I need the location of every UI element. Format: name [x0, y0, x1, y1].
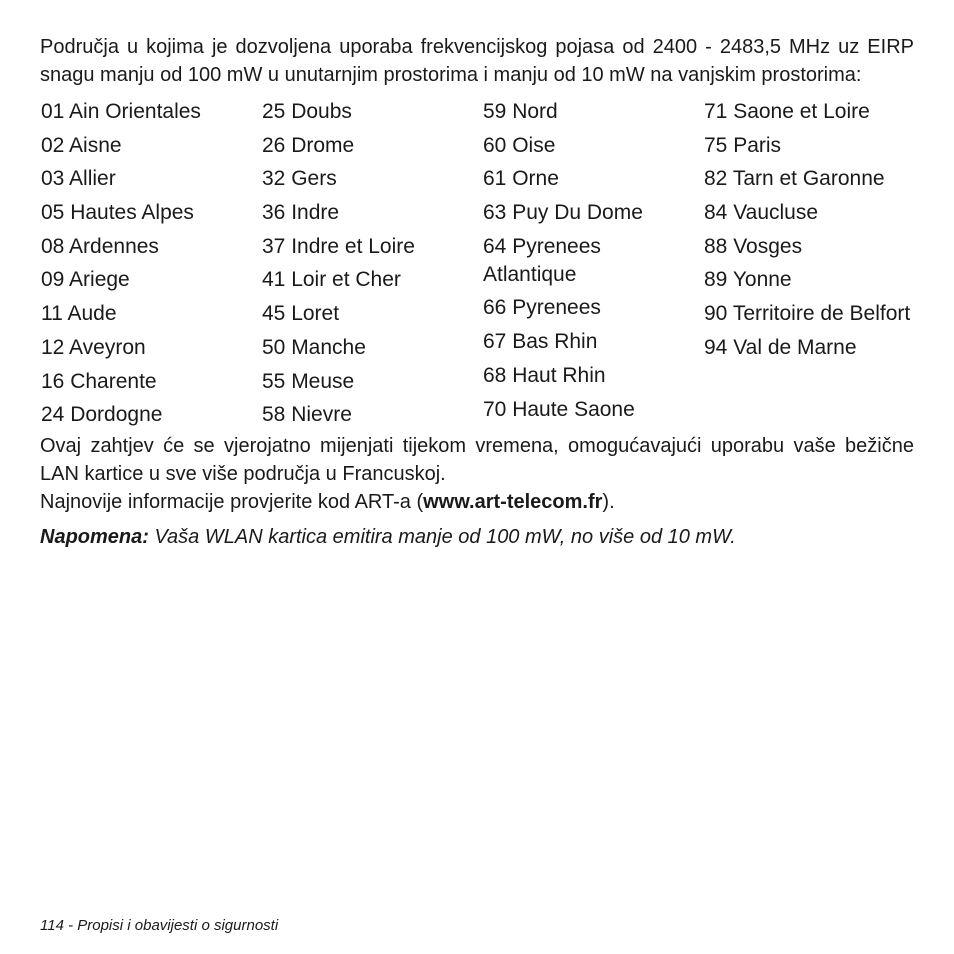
department-entry: 90 Territoire de Belfort — [704, 302, 911, 326]
department-entry: 61 Orne — [483, 167, 559, 191]
department-entry: 32 Gers — [262, 167, 337, 191]
department-entry: 75 Paris — [704, 133, 782, 157]
department-entry: 05 Hautes Alpes — [41, 201, 194, 225]
page-footer: 114 - Propisi i obavijesti o sigurnosti — [40, 917, 279, 934]
department-entry: 11 Aude — [41, 302, 117, 326]
department-entry: 02 Aisne — [41, 133, 122, 157]
department-entry: 50 Manche — [262, 335, 366, 359]
department-entry: 60 Oise — [483, 133, 556, 157]
department-entry: 41 Loir et Cher — [262, 268, 401, 292]
departments-column-3 — [483, 98, 697, 429]
note-label: Napomena: — [40, 526, 149, 548]
note-text: Vaša WLAN kartica emitira manje od 100 mW, no više od 10 mW. — [148, 526, 736, 548]
department-entry: 12 Aveyron — [41, 335, 146, 359]
note-paragraph — [40, 523, 914, 551]
departments-column-2 — [262, 98, 476, 435]
intro-paragraph: Područja u kojima je dozvoljena uporaba frekvencijskog pojasa od 2400 - 2483,5 MHz uz EIRP snagu manju od 100 mW u unutarnjim prostorima i manju od 10 mW na vanjskim prostorima: — [40, 36, 914, 86]
department-entry: 36 Indre — [262, 201, 340, 225]
info-prefix: Najnovije informacije provjerite kod ART-a ( — [40, 491, 424, 513]
department-entry: 66 Pyrenees — [483, 296, 601, 320]
department-entry: 55 Meuse — [262, 369, 355, 393]
department-entry: 88 Vosges — [704, 234, 803, 258]
info-paragraph — [40, 488, 914, 516]
departments-column-1 — [41, 98, 255, 435]
department-entry: 64 Pyrenees Atlantique — [483, 234, 601, 286]
department-entry: 67 Bas Rhin — [483, 330, 598, 354]
department-entry: 37 Indre et Loire — [262, 234, 415, 258]
department-entry: 59 Nord — [483, 100, 558, 123]
department-entry: 58 Nievre — [262, 403, 352, 427]
department-entry: 26 Drome — [262, 133, 355, 157]
department-entry: 84 Vaucluse — [704, 201, 819, 225]
department-entry: 09 Ariege — [41, 268, 130, 292]
info-suffix: ). — [602, 491, 615, 513]
department-entry: 68 Haut Rhin — [483, 363, 606, 387]
department-entry: 03 Allier — [41, 167, 116, 191]
change-paragraph: Ovaj zahtjev će se vjerojatno mijenjati tijekom vremena, omogućavajući uporabu vaše bežične LAN kartice u sve više područja u Francuskoj. — [40, 435, 914, 485]
department-entry: 71 Saone et Loire — [704, 100, 870, 123]
art-telecom-link[interactable]: www.art-telecom.fr — [423, 491, 603, 513]
department-entry: 45 Loret — [262, 302, 340, 326]
department-entry: 89 Yonne — [704, 268, 792, 292]
department-entry: 25 Doubs — [262, 100, 352, 123]
departments-table — [40, 98, 914, 432]
department-entry: 94 Val de Marne — [704, 335, 857, 359]
department-entry: 16 Charente — [41, 369, 157, 393]
department-entry: 08 Ardennes — [41, 234, 159, 258]
department-entry: 24 Dordogne — [41, 403, 163, 427]
department-entry: 70 Haute Saone — [483, 397, 635, 421]
department-entry: 82 Tarn et Garonne — [704, 167, 885, 191]
departments-column-4 — [704, 98, 918, 368]
page-content — [40, 33, 914, 571]
department-entry: 63 Puy Du Dome — [483, 201, 643, 225]
department-entry: 01 Ain Orientales — [41, 100, 201, 123]
